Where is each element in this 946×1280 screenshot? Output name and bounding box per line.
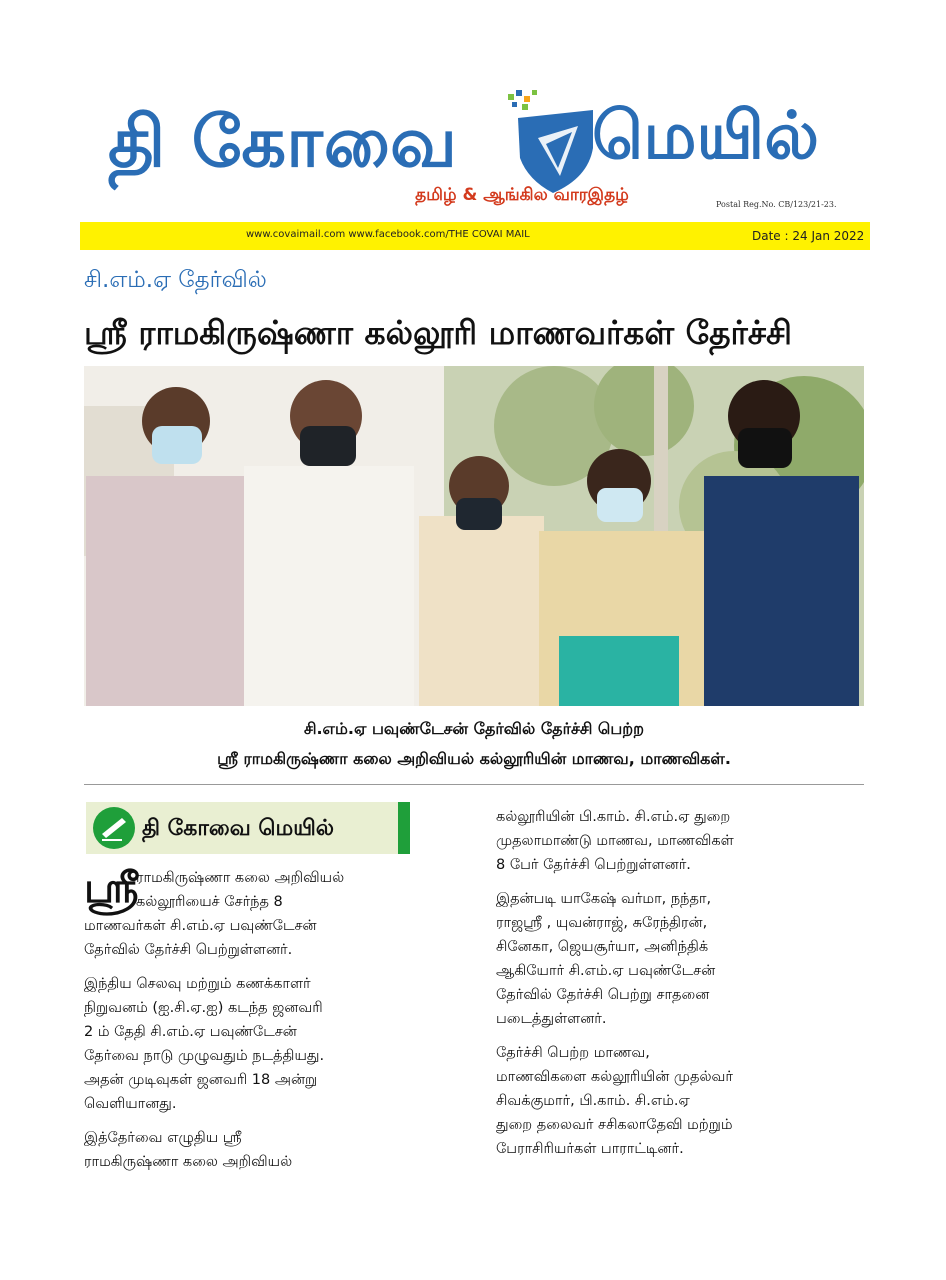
left-line: கல்லூரியைச் சேர்ந்த 8 bbox=[136, 894, 283, 910]
left-line: தேர்வை நாடு முழுவதும் நடத்தியது. bbox=[84, 1048, 325, 1064]
photo-caption-line2: ஸ்ரீ ராமகிருஷ்ணா கலை அறிவியல் கல்லூரியின் மாணவ, மாணவிகள். bbox=[217, 749, 731, 768]
right-line: சிவக்குமார், பி.காம். சி.எம்.ஏ bbox=[496, 1093, 690, 1109]
article-right-column bbox=[496, 805, 856, 1205]
web-links[interactable]: www.covaimail.com www.facebook.com/THE COVAI MAIL bbox=[246, 229, 530, 240]
right-line: இதன்படி யாகேஷ் வர்மா, நந்தா, bbox=[496, 891, 712, 907]
masthead-title-left: தி கோவை bbox=[108, 101, 459, 183]
headline: ஸ்ரீ ராமகிருஷ்ணா கல்லூரி மாணவர்கள் தேர்ச்சி bbox=[84, 313, 792, 352]
left-line: ராமகிருஷ்ணா கலை அறிவியல் bbox=[84, 1154, 293, 1170]
pen-logo-icon bbox=[92, 806, 136, 850]
left-line: நிறுவனம் (ஐ.சி.ஏ.ஐ) கடந்த ஜனவரி bbox=[84, 1000, 323, 1016]
issue-date: Date : 24 Jan 2022 bbox=[752, 229, 865, 243]
left-line: மாணவர்கள் சி.எம்.ஏ பவுண்டேசன் bbox=[84, 918, 317, 934]
sub-masthead-accent bbox=[398, 802, 410, 854]
right-line: 8 பேர் தேர்ச்சி பெற்றுள்ளனர். bbox=[496, 857, 691, 873]
left-line: தேர்வில் தேர்ச்சி பெற்றுள்ளனர். bbox=[84, 942, 293, 958]
kicker: சி.எம்.ஏ தேர்வில் bbox=[84, 267, 267, 293]
right-line: மாணவிகளை கல்லூரியின் முதல்வர் bbox=[496, 1069, 733, 1085]
photo-caption-line1: சி.எம்.ஏ பவுண்டேசன் தேர்வில் தேர்ச்சி பெற்ற bbox=[303, 719, 645, 738]
left-line: இந்திய செலவு மற்றும் கணக்காளர் bbox=[84, 976, 311, 992]
postal-reg: Postal Reg.No. CB/123/21-23. bbox=[716, 200, 837, 209]
right-line: ஆகியோர் சி.எம்.ஏ பவுண்டேசன் bbox=[496, 963, 716, 979]
students-photo bbox=[84, 366, 864, 706]
left-line: வெளியானது. bbox=[84, 1096, 177, 1112]
left-line: இத்தேர்வை எழுதிய ஸ்ரீ bbox=[84, 1130, 242, 1146]
left-line: 2 ம் தேதி சி.எம்.ஏ பவுண்டேசன் bbox=[84, 1024, 297, 1040]
right-line: ராஜஸ்ரீ , யுவன்ராஜ், சுரேந்திரன், bbox=[496, 915, 708, 931]
masthead-title-right: மெயில் bbox=[592, 97, 820, 174]
article-left-column bbox=[84, 863, 444, 1206]
dropcap: ஸ்ரீ bbox=[84, 863, 139, 912]
right-line: கல்லூரியின் பி.காம். சி.எம்.ஏ துறை bbox=[496, 809, 731, 825]
right-line: துறை தலைவர் சசிகலாதேவி மற்றும் bbox=[496, 1117, 733, 1133]
left-line: ராமகிருஷ்ணா கலை அறிவியல் bbox=[136, 870, 345, 886]
right-line: தேர்வில் தேர்ச்சி பெற்று சாதனை bbox=[496, 987, 710, 1003]
masthead-tagline: தமிழ் & ஆங்கில வாரஇதழ் bbox=[415, 185, 629, 205]
right-line: பேராசிரியர்கள் பாராட்டினர். bbox=[496, 1141, 684, 1157]
right-line: சினேகா, ஜெயசூர்யா, அனிந்திக் bbox=[496, 939, 709, 955]
right-line: முதலாமாண்டு மாணவ, மாணவிகள் bbox=[496, 833, 734, 849]
left-line: அதன் முடிவுகள் ஜனவரி 18 அன்று bbox=[84, 1072, 318, 1088]
sub-masthead-title: தி கோவை மெயில் bbox=[142, 816, 335, 841]
right-line: தேர்ச்சி பெற்ற மாணவ, bbox=[496, 1045, 650, 1061]
divider bbox=[84, 784, 864, 785]
right-line: படைத்துள்ளனர். bbox=[496, 1011, 607, 1027]
